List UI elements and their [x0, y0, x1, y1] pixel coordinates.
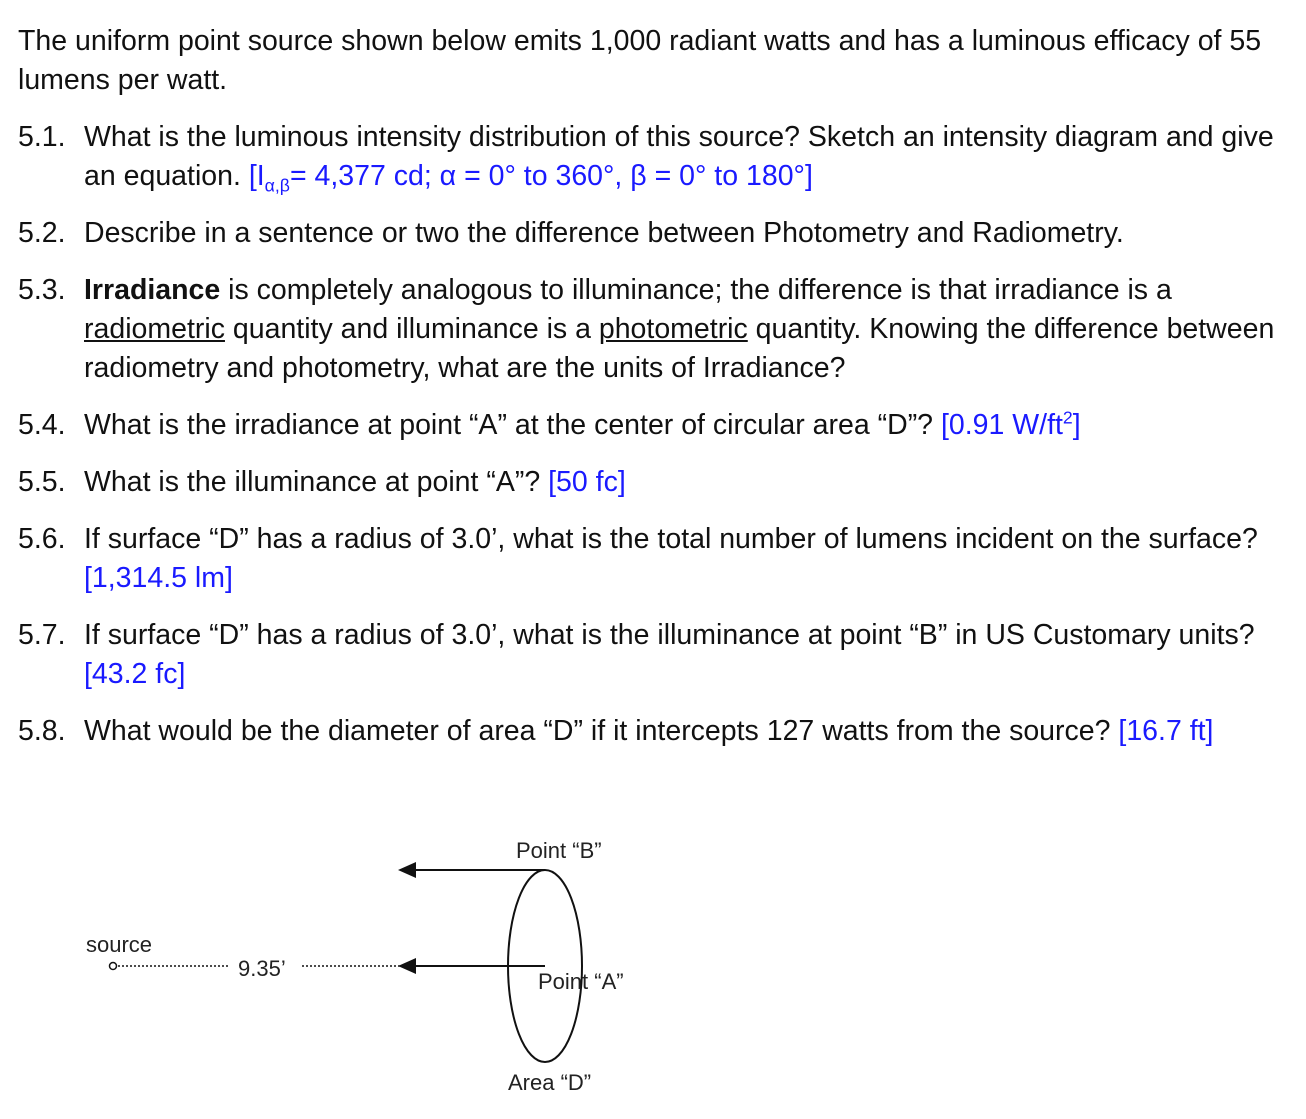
label-distance: 9.35’: [238, 956, 286, 981]
question-text: If surface “D” has a radius of 3.0’, what is the total number of lumens incident on the surface?: [84, 523, 1258, 555]
question-text: If surface “D” has a radius of 3.0’, what is the illuminance at point “B” in US Customary units?: [84, 619, 1255, 651]
question-text: is completely analogous to illuminance; the difference is that irradiance is a: [220, 274, 1172, 306]
question-5-6: [18, 520, 1288, 598]
answer-5-7: [43.2 fc]: [84, 658, 186, 690]
question-5-2: [18, 214, 1288, 253]
question-5-5: [18, 463, 1288, 502]
question-text: What would be the diameter of area “D” if it intercepts 127 watts from the source?: [84, 715, 1111, 747]
diagram-svg: [0, 820, 1306, 1114]
question-text: Describe in a sentence or two the difference between Photometry and Radiometry.: [84, 217, 1124, 249]
question-number: 5.5.: [18, 466, 66, 498]
label-point-b: Point “B”: [516, 838, 602, 863]
question-number: 5.6.: [18, 523, 66, 555]
question-number: 5.8.: [18, 715, 66, 747]
answer-5-6: [1,314.5 lm]: [84, 562, 233, 594]
answer-subscript: α,β: [264, 175, 290, 196]
question-5-7: [18, 616, 1288, 694]
answer-superscript: 2: [1062, 407, 1073, 428]
label-point-a: Point “A”: [538, 969, 624, 994]
question-text: quantity and illuminance is a: [224, 313, 599, 345]
question-text: quantity. Knowing the difference between radiometry and photometry, what are the units of Irradiance?: [84, 313, 1275, 384]
question-text: What is the luminous intensity distribution of this source? Sketch an intensity diagram and give an equation.: [84, 121, 1274, 192]
answer-part: = 4,377 cd; α = 0° to 360°, β = 0° to 180°]: [289, 160, 813, 192]
question-5-3: [18, 271, 1288, 388]
answer-part: ]: [1072, 409, 1081, 441]
answer-5-1: [248, 160, 813, 196]
answer-5-4: [941, 409, 1081, 441]
source-point: [110, 963, 117, 970]
intro-paragraph: The uniform point source shown below emits 1,000 radiant watts and has a luminous efficacy of 55 lumens per watt.: [18, 25, 1262, 96]
question-5-8: [18, 712, 1288, 751]
question-number: 5.3.: [18, 274, 66, 306]
answer-5-8: [16.7 ft]: [1118, 715, 1214, 747]
question-text: What is the irradiance at point “A” at the center of circular area “D”?: [84, 409, 934, 441]
answer-5-5: [50 fc]: [548, 466, 626, 498]
underlined-term: photometric: [598, 313, 748, 345]
label-area-d: Area “D”: [508, 1070, 592, 1095]
label-source: source: [86, 932, 153, 957]
question-number: 5.4.: [18, 409, 66, 441]
question-text: What is the illuminance at point “A”?: [84, 466, 541, 498]
question-5-4: [18, 406, 1288, 445]
question-5-1: [18, 118, 1288, 196]
question-number: 5.1.: [18, 121, 66, 153]
arrow-head-a: [398, 958, 416, 974]
arrow-head-b: [398, 862, 416, 878]
answer-part: [I: [248, 160, 265, 192]
underlined-term: radiometric: [84, 313, 225, 345]
source-diagram: [0, 820, 1306, 1114]
question-number: 5.7.: [18, 619, 66, 651]
document-body: [18, 22, 1288, 769]
answer-part: [0.91 W/ft: [940, 409, 1063, 441]
question-number: 5.2.: [18, 217, 66, 249]
bold-term: Irradiance: [84, 274, 221, 306]
